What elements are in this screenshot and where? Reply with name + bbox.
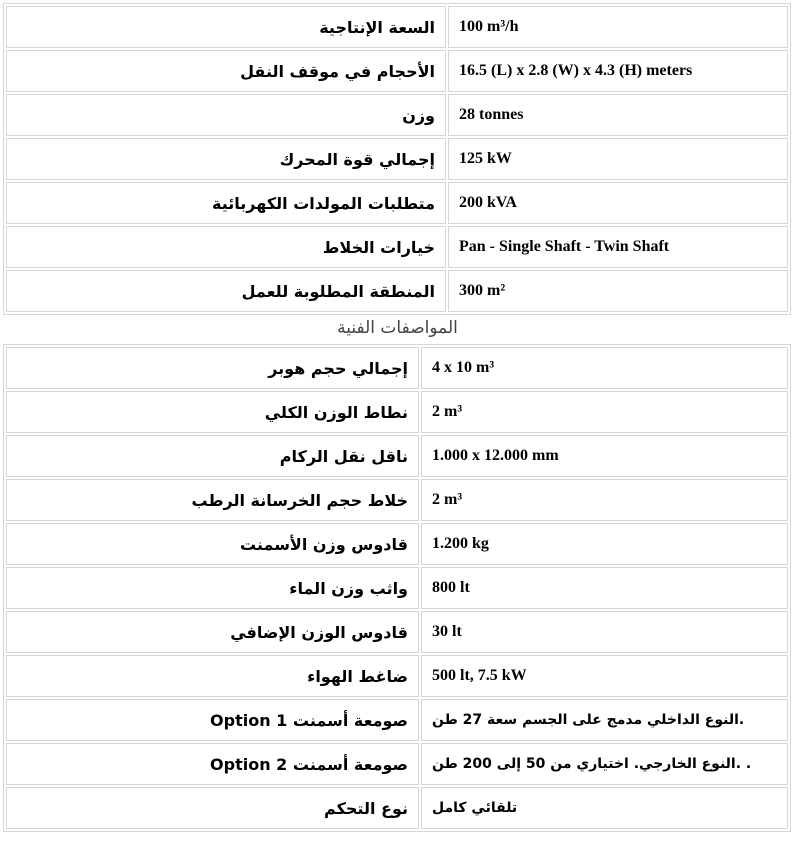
spec-label: صومعة أسمنت Option 1 (6, 699, 419, 741)
spec-label: خلاط حجم الخرسانة الرطب (6, 479, 419, 521)
spec-label: صومعة أسمنت Option 2 (6, 743, 419, 785)
spec-value: 300 m² (448, 270, 788, 312)
table-row (6, 182, 788, 224)
spec-label: إجمالي حجم هوبر (6, 347, 419, 389)
table-row (6, 226, 788, 268)
spec-value: 125 kW (448, 138, 788, 180)
spec-value: 2 m³ (421, 391, 788, 433)
table-row (6, 270, 788, 312)
spec-value: 1.000 x 12.000 mm (421, 435, 788, 477)
spec-value: 100 m³/h (448, 6, 788, 48)
spec-value: النوع الخارجي. اختياري من 50 إلى 200 طن. . (421, 743, 788, 785)
spec-value: 28 tonnes (448, 94, 788, 136)
spec-label: نوع التحكم (6, 787, 419, 829)
table-row (6, 6, 788, 48)
table-row (6, 50, 788, 92)
spec-label: السعة الإنتاجية (6, 6, 446, 48)
table-row (6, 138, 788, 180)
table-row (6, 655, 788, 697)
technical-specs-table (3, 344, 791, 832)
section-title: المواصفات الفنية (337, 318, 458, 338)
spec-label: ضاغط الهواء (6, 655, 419, 697)
spec-label: ناقل نقل الركام (6, 435, 419, 477)
spec-label: واثب وزن الماء (6, 567, 419, 609)
table-row (6, 699, 788, 741)
table-row (6, 567, 788, 609)
spec-label: المنطقة المطلوبة للعمل (6, 270, 446, 312)
spec-value: Pan - Single Shaft - Twin Shaft (448, 226, 788, 268)
spec-label: خيارات الخلاط (6, 226, 446, 268)
spec-label: نطاط الوزن الكلي (6, 391, 419, 433)
spec-value: 30 lt (421, 611, 788, 653)
spec-label: متطلبات المولدات الكهربائية (6, 182, 446, 224)
spec-label: قادوس وزن الأسمنت (6, 523, 419, 565)
table-row (6, 435, 788, 477)
spec-label: إجمالي قوة المحرك (6, 138, 446, 180)
spec-label: قادوس الوزن الإضافي (6, 611, 419, 653)
spec-value: 2 m³ (421, 479, 788, 521)
spec-label: وزن (6, 94, 446, 136)
spec-value: 1.200 kg (421, 523, 788, 565)
table-row (6, 347, 788, 389)
table-row (6, 611, 788, 653)
table-row (6, 743, 788, 785)
table-row (6, 391, 788, 433)
general-specs-table (3, 3, 791, 315)
spec-value: 500 lt, 7.5 kW (421, 655, 788, 697)
spec-value: 4 x 10 m³ (421, 347, 788, 389)
table-row (6, 479, 788, 521)
spec-label: الأحجام في موقف النقل (6, 50, 446, 92)
spec-value: النوع الداخلي مدمج على الجسم سعة 27 طن. (421, 699, 788, 741)
spec-value: 800 lt (421, 567, 788, 609)
spec-value: تلقائي كامل (421, 787, 788, 829)
table-row (6, 94, 788, 136)
table-row (6, 787, 788, 829)
spec-value: 200 kVA (448, 182, 788, 224)
table-row (6, 523, 788, 565)
spec-value: 16.5 (L) x 2.8 (W) x 4.3 (H) meters (448, 50, 788, 92)
